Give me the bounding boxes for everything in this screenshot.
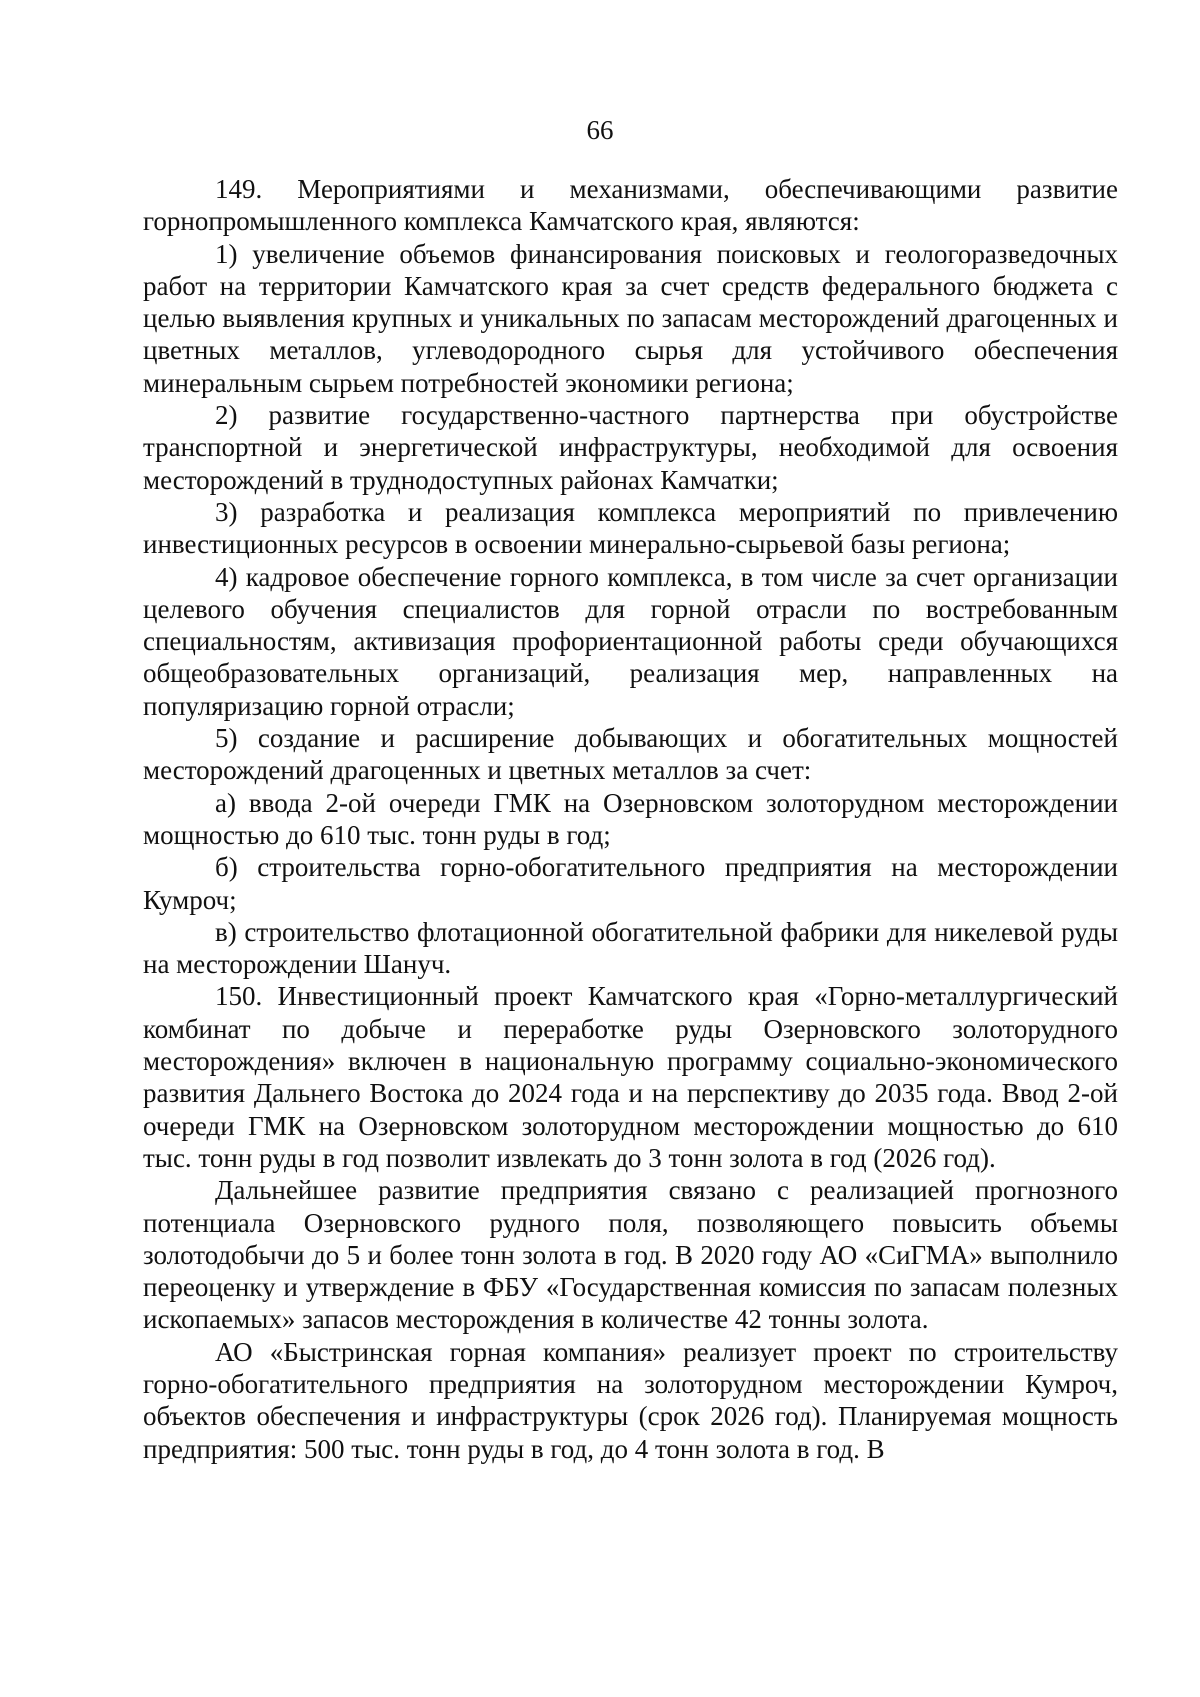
- paragraph-further-development: Дальнейшее развитие предприятия связано с реализацией прогнозного потенциала Озерновского рудного поля, позволяющего повысить объемы золотодобычи до 5 и более тонн золота в год. В 2020 году АО «СиГМА» выполнило переоценку и утверждение в ФБУ «Государственная комиссия по запасам полезных ископаемых» запасов месторождения в количестве 42 тонны золота.: [143, 1175, 1118, 1335]
- list-item-5: 5) создание и расширение добывающих и обогатительных мощностей месторождений драгоценных и цветных металлов за счет:: [143, 723, 1118, 786]
- sub-item-b: б) строительства горно-обогатительного предприятия на месторождении Кумроч;: [143, 852, 1118, 915]
- document-body: [143, 173, 1118, 1465]
- sub-item-a: а) ввода 2-ой очереди ГМК на Озерновском золоторудном месторождении мощностью до 610 тыс. тонн руды в год;: [143, 787, 1118, 850]
- sub-item-c: в) строительство флотационной обогатительной фабрики для никелевой руды на месторождении Шануч.: [143, 916, 1118, 980]
- list-item-2: 2) развитие государственно-частного партнерства при обустройстве транспортной и энергетической инфраструктуры, необходимой для освоения месторождений в труднодоступных районах Камчатки;: [143, 400, 1118, 495]
- page-number: 66: [586, 115, 614, 145]
- paragraph-149-intro: 149. Мероприятиями и механизмами, обеспечивающими развитие горнопромышленного комплекса Камчатского края, являются:: [143, 174, 1118, 237]
- paragraph-bystrinskaya: АО «Быстринская горная компания» реализует проект по строительству горно-обогатительного предприятия на золоторудном месторождении Кумроч, объектов обеспечения и инфраструктуры (срок 2026 год). Планируемая мощность предприятия: 500 тыс. тонн руды в год, до 4 тонн золота в год. В: [143, 1336, 1118, 1464]
- list-item-4: 4) кадровое обеспечение горного комплекса, в том числе за счет организации целевого обучения специалистов для горной отрасли по востребованным специальностям, активизация профориентационной работы среди обучающихся общеобразовательных организаций, реализация мер, направленных на популяризацию горной отрасли;: [143, 561, 1118, 721]
- list-item-1: 1) увеличение объемов финансирования поисковых и геологоразведочных работ на территории Камчатского края за счет средств федерального бюджета с целью выявления крупных и уникальных по запасам месторождений драгоценных и цветных металлов, углеводородного сырья для устойчивого обеспечения минеральным сырьем потребностей экономики региона;: [143, 238, 1118, 398]
- list-item-3: 3) разработка и реализация комплекса мероприятий по привлечению инвестиционных ресурсов в освоении минерально-сырьевой базы региона;: [143, 496, 1118, 560]
- paragraph-150: 150. Инвестиционный проект Камчатского края «Горно-металлургический комбинат по добыче и переработке руды Озерновского золоторудного месторождения» включен в национальную программу социально-экономического развития Дальнего Востока до 2024 года и на перспективу до 2035 года. Ввод 2-ой очереди ГМК на Озерновском золоторудном месторождении мощностью до 610 тыс. тонн руды в год позволит извлекать до 3 тонн золота в год (2026 год).: [143, 981, 1118, 1173]
